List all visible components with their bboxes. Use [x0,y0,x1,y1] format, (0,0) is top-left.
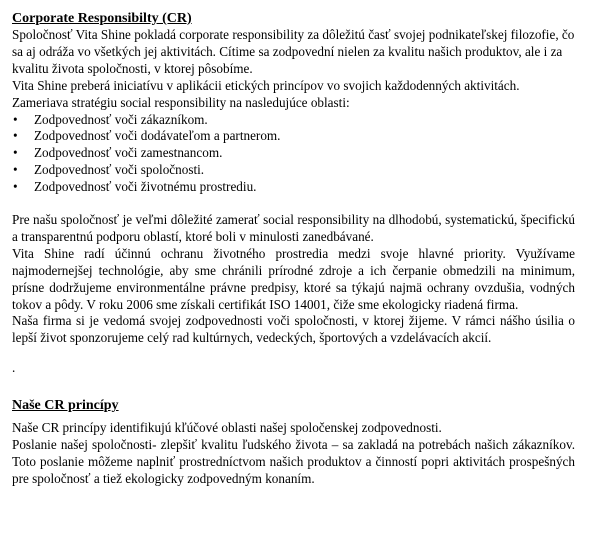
document-page [12,10,575,488]
list-item [12,128,575,145]
list-item [12,162,575,179]
list-item-text: Zodpovednosť voči zamestnancom. [34,145,223,161]
bullet-icon: • [13,162,18,178]
mission-paragraph: Poslanie našej spoločnosti- zlepšiť kvalitu ľudského života – sa zakladá na potrebách našich zákazníkov. Toto poslanie môžeme naplniť prostredníctvom našich produktov a činností popri aktivitách prospešných pre spoločnosť a tiež ekologicky zodpovedným konaním. [12,437,575,486]
list-item-text: Zodpovednosť voči životnému prostrediu. [34,179,257,195]
bullet-icon: • [13,111,18,127]
blank-line [12,196,575,212]
list-item-text: Zodpovednosť voči dodávateľom a partnerom. [34,128,281,144]
bullet-icon: • [13,145,18,161]
list-item [12,112,575,129]
list-item-text: Zodpovednosť voči spoločnosti. [34,162,205,178]
blank-line [12,377,575,397]
list-item-text: Zodpovednosť voči zákazníkom. [34,111,208,127]
section-heading-cr-principles: Naše CR princípy [12,398,119,414]
list-item [12,145,575,162]
list-item [12,179,575,196]
sponsorship-paragraph: Naša firma si je vedomá svojej zodpovednosti voči spoločnosti, v ktorej žijeme. V rámci nášho úsilia o lepší život sponzorujeme celý rad kultúrnych, vedeckých, športových a vzdelávacích akcií. [12,313,575,346]
intro-paragraph: Spoločnosť Vita Shine pokladá corporate responsibility za dôležitú časť svojej podnikateľskej filozofie, čo sa aj odráža vo všetkých jej aktivitách. Cítime sa zodpovední nielen za kvalitu našich produktov, ale i za kvalitu života spoločnosti, v ktorej pôsobíme. [12,27,575,76]
section-heading-corporate-responsibility: Corporate Responsibilty (CR) [12,11,192,26]
environment-paragraph: Vita Shine radí účinnú ochranu životného prostredia medzi svoje hlavné priority. Využívame najmodernejšej technológie, aby sme chránili prírodné zdroje a ich čerpanie obmedzili na minimum, prísne dodržujeme environmentálne právne predpisy, ktoré sa týkajú najmä ochrany ovzdušia, vodných tokov a pôdy. V roku 2006 sme získali certifikát ISO 14001, čiže sme ekologicky riadená firma. [12,245,575,312]
responsibility-list [12,112,575,196]
priority-paragraph: Pre našu spoločnosť je veľmi dôležité zamerať social responsibility na dlhodobú, systematickú, špecifickú a transparentnú podporu oblastí, ktoré boli v minulosti zanedbávané. [12,211,575,244]
strategy-paragraph: Zameriava stratégiu social responsibility na nasledujúce oblasti: [12,94,350,110]
stray-dot-line: . [12,360,16,376]
bullet-icon: • [13,128,18,144]
bullet-icon: • [13,179,18,195]
principles-paragraph: Naše CR princípy identifikujú kľúčové oblasti našej spoločenskej zodpovednosti. [12,420,442,436]
initiative-paragraph: Vita Shine preberá iniciatívu v aplikácii etických princípov vo svojich každodenných aktivitách. [12,77,520,93]
